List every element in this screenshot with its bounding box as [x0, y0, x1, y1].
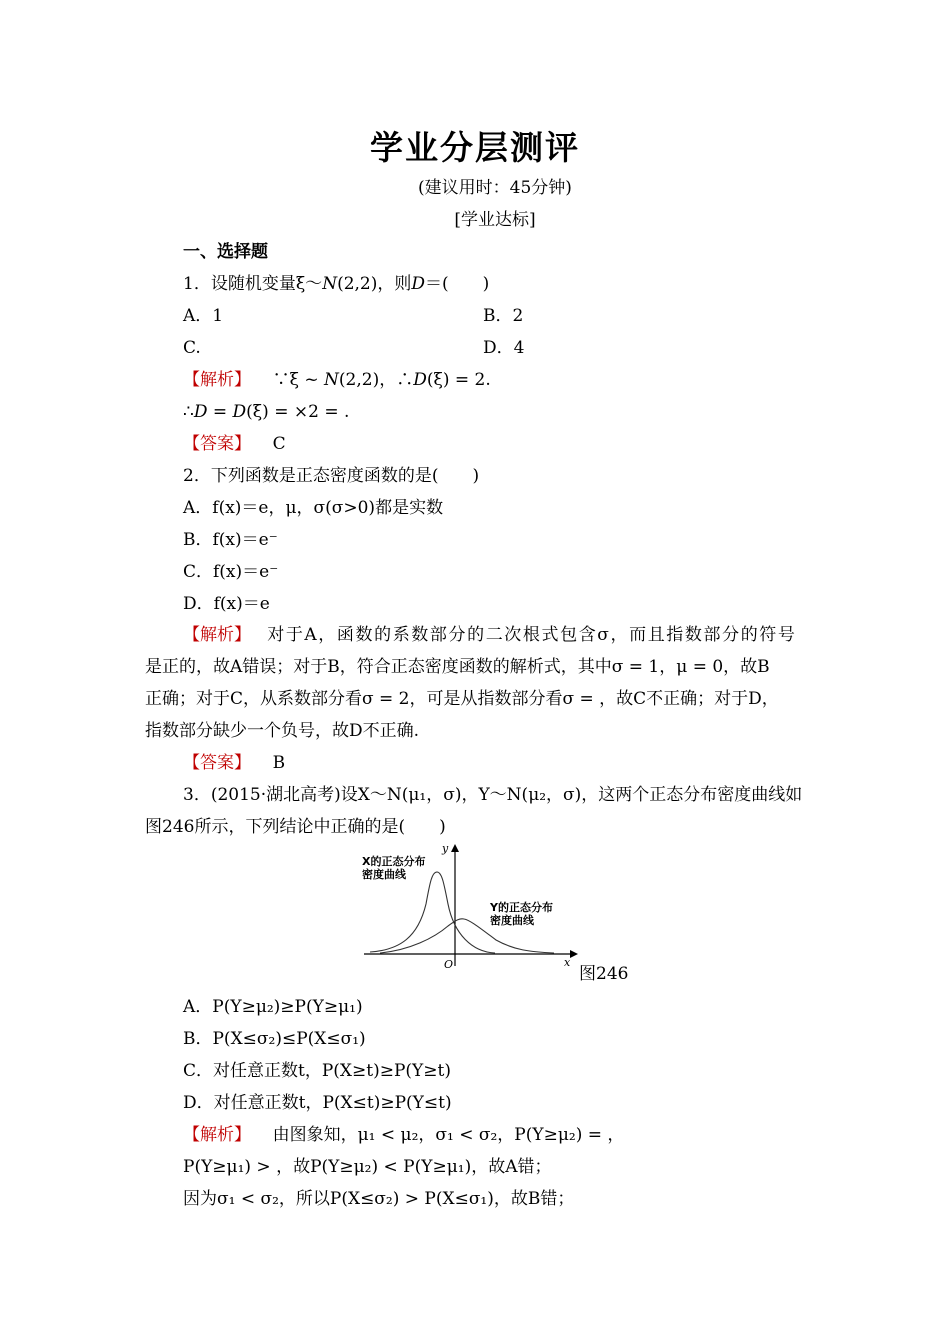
x-axis-arrow-icon [570, 950, 578, 958]
x-density-curve [370, 872, 495, 953]
page-title: 学业分层测评 [370, 128, 580, 167]
q2-option-c: C．f(x)＝e⁻ [183, 562, 279, 582]
q1-analysis-1 [183, 368, 491, 392]
q1-ana1-b: N [324, 370, 339, 390]
analysis-tag: 【解析】 [183, 1125, 251, 1145]
q3-stem-1: 3．(2015·湖北高考)设X～N(μ₁，σ)，Y～N(μ₂，σ)，这两个正态分布密度曲线如 [183, 785, 803, 805]
q1-stem-c: (2,2)，则 [337, 274, 412, 294]
q2-answer [183, 751, 285, 775]
q3-option-b: B．P(X≤σ₂)≤P(X≤σ₁) [183, 1029, 366, 1049]
normal-curves-figure [360, 842, 590, 972]
q3-analysis-2: P(Y≥μ₁) > ，故P(Y≥μ₂) < P(Y≥μ₁)，故A错； [183, 1157, 552, 1177]
q2-option-d: D．f(x)＝e [183, 594, 270, 614]
q2-answer-value: B [272, 753, 286, 773]
q2-analysis-text-1: 对于A，函数的系数部分的二次根式包含σ，而且指数部分的符号 [267, 625, 797, 645]
q3-option-d: D．对任意正数t，P(X≤t)≥P(Y≤t) [183, 1093, 452, 1113]
q1-option-c: C. [183, 338, 201, 358]
q1-stem-a: 1．设随机变量ξ～ [183, 274, 323, 294]
y-axis-arrow-icon [451, 844, 459, 852]
q1-ana1-e: (ξ) = 2. [426, 370, 491, 390]
fig-axis-x: x [564, 956, 571, 969]
analysis-tag: 【解析】 [183, 370, 251, 390]
q1-analysis-2 [183, 400, 349, 424]
q1-ana2-a: ∴ [183, 402, 194, 422]
fig-label-x-2: 密度曲线 [362, 868, 406, 881]
q2-analysis-4: 指数部分缺少一个负号，故D不正确. [145, 721, 420, 741]
q3-analysis-3: 因为σ₁ < σ₂，所以P(X≤σ₂) > P(X≤σ₁)，故B错； [183, 1189, 575, 1209]
q1-answer-value: C [272, 434, 286, 454]
q1-option-b: B．2 [483, 306, 524, 326]
fig-origin: O [444, 958, 454, 971]
part-heading: 一、选择题 [183, 242, 268, 262]
fig-label-y-2: 密度曲线 [490, 914, 534, 927]
q2-analysis-2: 是正的，故A错误；对于B，符合正态密度函数的解析式，其中σ = 1，μ = 0，故B [145, 657, 770, 677]
analysis-tag: 【解析】 [183, 625, 251, 645]
figure-caption: 图246 [579, 964, 629, 984]
q1-ana1-c: (2,2)，∴ [338, 370, 414, 390]
fig-label-y-1: Y的正态分布 [490, 901, 553, 914]
time-note: (建议用时：45分钟) [418, 178, 572, 198]
q1-answer [183, 432, 286, 456]
q2-analysis-3: 正确；对于C，从系数部分看σ = 2，可是从指数部分看σ = ，故C不正确；对于D， [145, 689, 779, 709]
q1-ana2-d: D [232, 402, 247, 422]
section-label: [学业达标] [454, 210, 536, 230]
q3-option-c: C．对任意正数t，P(X≥t)≥P(Y≥t) [183, 1061, 451, 1081]
q3-stem-2: 图246所示，下列结论中正确的是( ) [145, 817, 446, 837]
q1-ana2-e: (ξ) = ×2 = . [246, 402, 350, 422]
q1-stem-b: N [322, 274, 338, 294]
q3-option-a: A．P(Y≥μ₂)≥P(Y≥μ₁) [183, 997, 363, 1017]
q1-ana2-c: = [207, 402, 233, 422]
q1-ana1-a: ∵ξ ~ [272, 370, 325, 390]
q2-analysis-1 [183, 623, 797, 647]
answer-tag: 【答案】 [183, 753, 251, 773]
q1-option-a: A．1 [183, 306, 224, 326]
q1-ana1-d: D [413, 370, 427, 390]
q2-stem: 2．下列函数是正态密度函数的是( ) [183, 466, 480, 486]
q3-analysis-1 [183, 1123, 624, 1147]
q1-stem-e: ＝( ) [425, 274, 490, 294]
q3-analysis-text-1: 由图象知，μ₁ < μ₂，σ₁ < σ₂，P(Y≥μ₂) = ， [272, 1125, 625, 1145]
q1-option-d: D．4 [483, 338, 525, 358]
q1-stem-d: D [411, 274, 426, 294]
q1-ana2-b: D [193, 402, 208, 422]
fig-axis-y: y [442, 842, 449, 855]
q2-option-a: A．f(x)＝e，μ，σ(σ>0)都是实数 [183, 498, 444, 518]
q2-option-b: B．f(x)＝e⁻ [183, 530, 278, 550]
q1-stem [183, 272, 489, 296]
fig-label-x-1: X的正态分布 [362, 855, 426, 868]
answer-tag: 【答案】 [183, 434, 251, 454]
